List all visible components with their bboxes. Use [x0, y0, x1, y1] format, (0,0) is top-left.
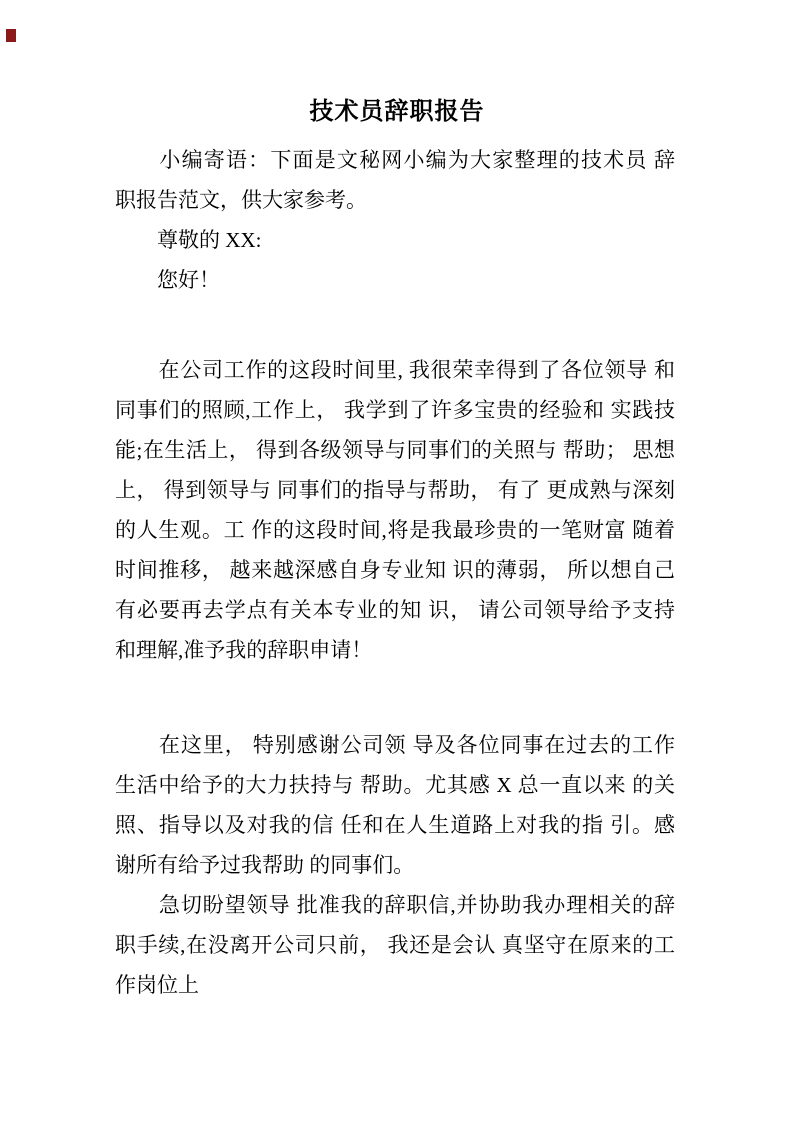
text-line: 急切盼望领导 批准我的辞职信,并协助我办理相关的辞 [115, 893, 675, 917]
paragraph-greeting [115, 260, 675, 300]
text-line: 同事们的照顾,工作上， 我学到了许多宝贵的经验和 实践技 [115, 398, 675, 422]
text-line: 您好！ [115, 268, 220, 292]
text-line: 作岗位上 [115, 973, 199, 997]
red-mark [6, 29, 16, 42]
paragraph-body-1 [115, 350, 675, 670]
text-line: 在公司工作的这段时间里, 我很荣幸得到了各位领导 和 [115, 358, 675, 382]
text-line: 职手续,在没离开公司只前， 我还是会认 真坚守在原来的工 [115, 933, 675, 957]
text-line: 小编寄语：下面是文秘网小编为大家整理的技术员 辞 [115, 148, 675, 172]
paragraph-body-2 [115, 725, 675, 885]
text-line: 照、指导以及对我的信 任和在人生道路上对我的指 引。感 [115, 813, 675, 837]
text-line: 在这里， 特别感谢公司领 导及各位同事在过去的工作 [115, 733, 675, 757]
text-line: 和理解,准予我的辞职申请！ [115, 638, 373, 662]
text-line: 尊敬的 XX: [115, 228, 262, 252]
text-line: 谢所有给予过我帮助 的同事们。 [115, 853, 415, 877]
text-line: 时间推移， 越来越深感自身专业知 识的薄弱， 所以想自己 [115, 558, 675, 582]
text-line: 职报告范文，供大家参考。 [115, 188, 367, 212]
text-line: 上， 得到领导与 同事们的指导与帮助， 有了 更成熟与深刻 [115, 478, 675, 502]
text-line: 有必要再去学点有关本专业的知 识， 请公司领导给予支持 [115, 598, 675, 622]
document-body [115, 140, 675, 1005]
paragraph-intro [115, 140, 675, 220]
paragraph-body-3 [115, 885, 675, 1005]
document-title: 技术员辞职报告 [309, 99, 485, 125]
text-line: 的人生观。工 作的这段时间,将是我最珍贵的一笔财富 随着 [115, 518, 675, 542]
text-line: 生活中给予的大力扶持与 帮助。尤其感 X 总一直以来 的关 [115, 773, 675, 797]
paragraph-salutation [115, 220, 675, 260]
text-line: 能;在生活上， 得到各级领导与同事们的关照与 帮助； 思想 [115, 438, 675, 462]
